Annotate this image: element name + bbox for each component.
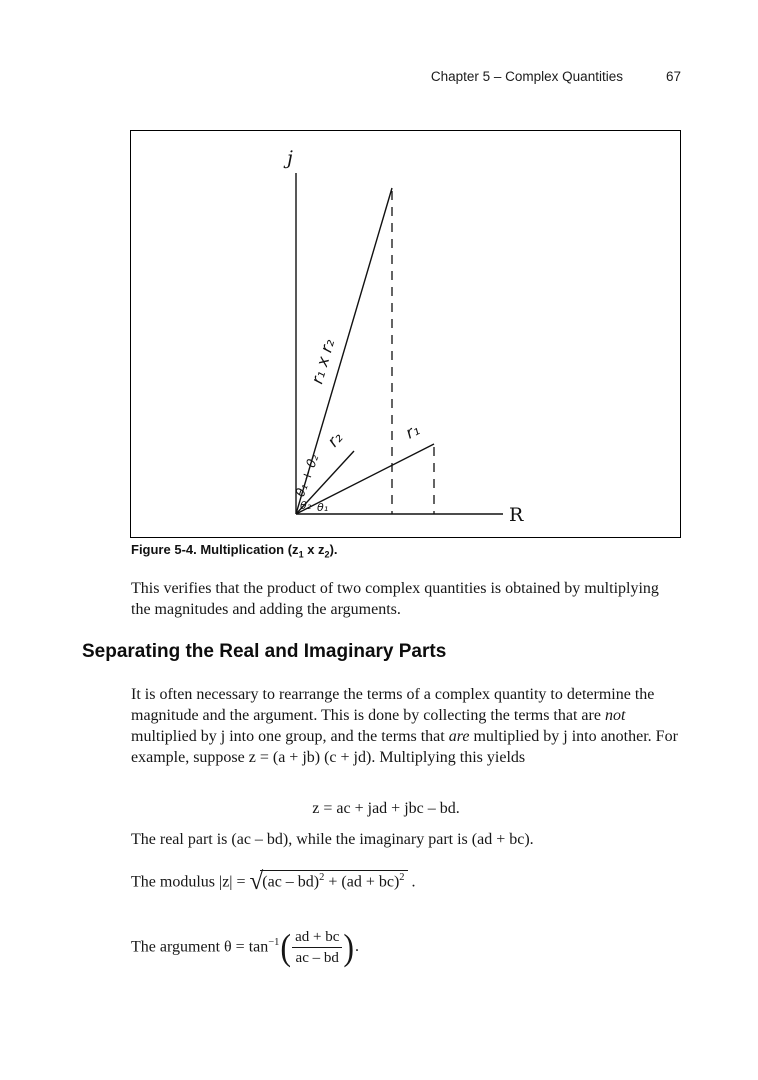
figure-caption-mid: x z (303, 542, 325, 557)
paragraph-rearrange-terms (131, 684, 678, 768)
figure-caption (131, 542, 338, 560)
modulus-term1: (ac – bd) (262, 873, 320, 891)
j-axis-label: j (287, 147, 293, 169)
theta2-label: θ₂ (300, 499, 312, 512)
complex-plane-diagram (131, 131, 680, 537)
fraction-numerator: ad + bc (292, 928, 342, 948)
page-number: 67 (665, 69, 681, 84)
para2-part3: multiplied by j into another. For example, suppose z = (a + jb) (c + jd). Multiplying this yields (131, 728, 678, 766)
para2-italic-are: are (448, 728, 470, 745)
figure-caption-text: Figure 5-4. Multiplication (z (131, 542, 299, 557)
modulus-exp2: 2 (399, 872, 405, 883)
chapter-title: Chapter 5 – Complex Quantities (430, 69, 623, 84)
para2-part1: It is often necessary to rearrange the terms of a complex quantity to determine the magnitude and the argument. This is done by collecting the terms that are (131, 686, 655, 724)
argument-period: . (355, 938, 360, 955)
modulus-term2: + (ad + bc) (324, 873, 400, 891)
fraction-denominator: ac – bd (295, 949, 339, 966)
figure-caption-sub2: 2 (324, 549, 330, 560)
equation-expansion: z = ac + jad + jbc – bd. (312, 800, 460, 817)
figure-caption-suffix: ). (329, 542, 338, 557)
right-paren: ) (343, 925, 355, 968)
para2-part2: multiplied by j into one group, and the terms that (131, 728, 449, 745)
paragraph-product-verifies: This verifies that the product of two complex quantities is obtained by multiplying the magnitudes and adding the arguments. (131, 580, 659, 618)
left-paren: ( (280, 925, 292, 968)
modulus-period: . (407, 873, 416, 891)
argument-lead (131, 937, 279, 956)
modulus-formula (131, 868, 416, 896)
running-header (0, 69, 681, 84)
figure-5-4-box (130, 130, 681, 538)
argument-lead-text: The argument θ = tan (131, 938, 269, 956)
radicand (260, 870, 407, 891)
fraction (292, 928, 342, 967)
theta1-label: θ₁ (317, 501, 329, 514)
section-heading: Separating the Real and Imaginary Parts (82, 641, 447, 662)
paragraph-real-imaginary: The real part is (ac – bd), while the imaginary part is (ad + bc). (131, 831, 534, 848)
r-axis-label: R (509, 504, 524, 526)
product-vector-label: r₁ x r₂ (307, 336, 339, 387)
r1-vector-label: r₁ (402, 419, 423, 443)
para2-italic-not: not (604, 707, 626, 724)
modulus-lead: The modulus |z| = (131, 873, 250, 891)
modulus-exp1: 2 (319, 872, 325, 883)
argument-tan-exponent: −1 (268, 937, 280, 949)
angle-sum-label: θ₁ + θ₂ (292, 452, 322, 499)
radical-sign: √ (249, 868, 264, 896)
r2-vector-label: r₂ (323, 428, 347, 451)
argument-formula (131, 924, 359, 970)
figure-caption-sub1: 1 (298, 549, 304, 560)
